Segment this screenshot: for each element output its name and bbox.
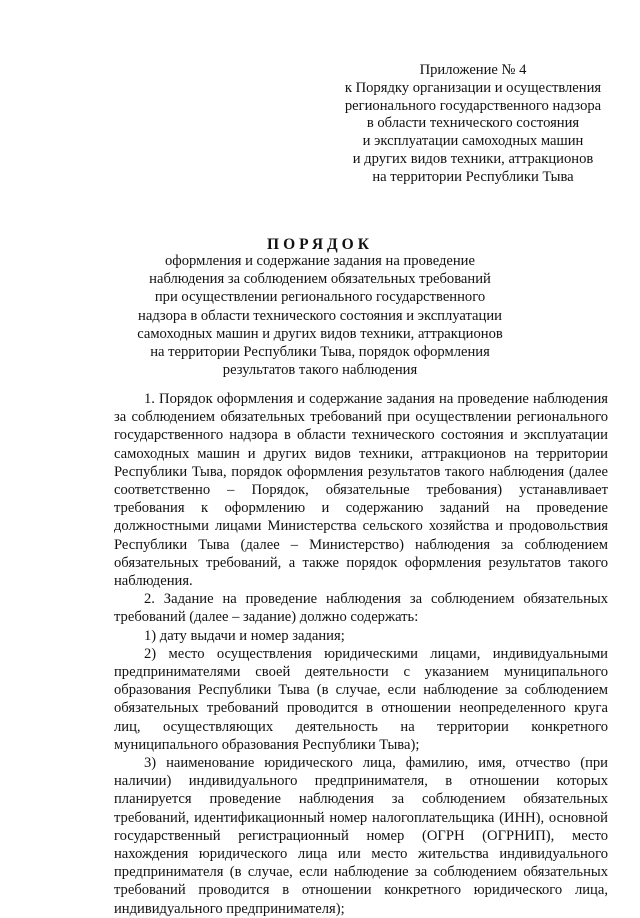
list-item-1: 1) дату выдачи и номер задания; — [144, 627, 345, 644]
list-item-2: 2) место осуществления юридическими лицами, индивидуальными предпринимателями своей деятельности с указанием муниципального образования Республики Тыва (в случае, если наблюдение за соблюдением обязательных требований проводится в отношении неопределенного круга лиц, осуществляющих деятельность на территории конкретного муниципального образования Республики Тыва); — [114, 645, 608, 753]
subtitle-line: наблюдения за соблюдением обязательных требований — [149, 271, 491, 288]
subtitle-line: оформления и содержание задания на проведение — [165, 253, 475, 269]
appendix-line: регионального государственного надзора — [344, 97, 602, 114]
subtitle-line: при осуществлении регионального государственного — [154, 289, 486, 306]
list-item-3: 3) наименование юридического лица, фамилию, имя, отчество (при наличии) индивидуального предпринимателя, в отношении которых планируется проведение наблюдения за соблюдением обязательных требований, идентификационный номер налогоплательщика (ИНН), основной государственный регистрационный номер (ОГРН (ОГРНИП), место нахождения юридического лица или место жительства индивидуального предпринимателя (в случае, если наблюдение за соблюдением обязательных требований проводится в отношении конкретного юридического лица, индивидуального предпринимателя); — [114, 755, 608, 917]
appendix-line: к Порядку организации и осуществления — [344, 79, 602, 96]
subtitle-line: надзора в области технического состояния и эксплуатации — [138, 307, 502, 324]
appendix-line: на территории Республики Тыва — [372, 168, 574, 185]
subtitle-line: результатов такого наблюдения — [222, 362, 418, 379]
document-subtitle — [60, 252, 580, 379]
appendix-line: и эксплуатации самоходных машин — [362, 133, 584, 150]
subtitle-line: на территории Республики Тыва, порядок оформления — [150, 344, 490, 361]
paragraph-1: 1. Порядок оформления и содержание задания на проведение наблюдения за соблюдением обязательных требований при осуществлении регионального государственного надзора в области технического состояния и эксплуатации самоходных машин и других видов техники, аттракционов на территории Республики Тыва, порядок оформления результатов такого наблюдения (далее соответственно – Порядок, обязательные требования) устанавливает требования к оформлению и содержанию заданий на проведение должностными лицами Министерства сельского хозяйства и продовольствия Республики Тыва (далее – Министерство) наблюдения за соблюдением обязательных требований, а также порядок оформления результатов такого наблюдения. — [114, 391, 608, 590]
paragraph-2: 2. Задание на проведение наблюдения за соблюдением обязательных требований (далее – задание) должно содержать: — [114, 591, 608, 626]
document-body — [114, 390, 608, 918]
appendix-header — [318, 62, 628, 187]
appendix-line: Приложение № 4 — [419, 62, 527, 78]
subtitle-line: самоходных машин и других видов техники, аттракционов — [137, 325, 503, 342]
document-title: ПОРЯДОК — [267, 236, 373, 253]
appendix-line: и других видов техники, аттракционов — [352, 150, 594, 167]
appendix-line: в области технического состояния — [366, 115, 580, 132]
